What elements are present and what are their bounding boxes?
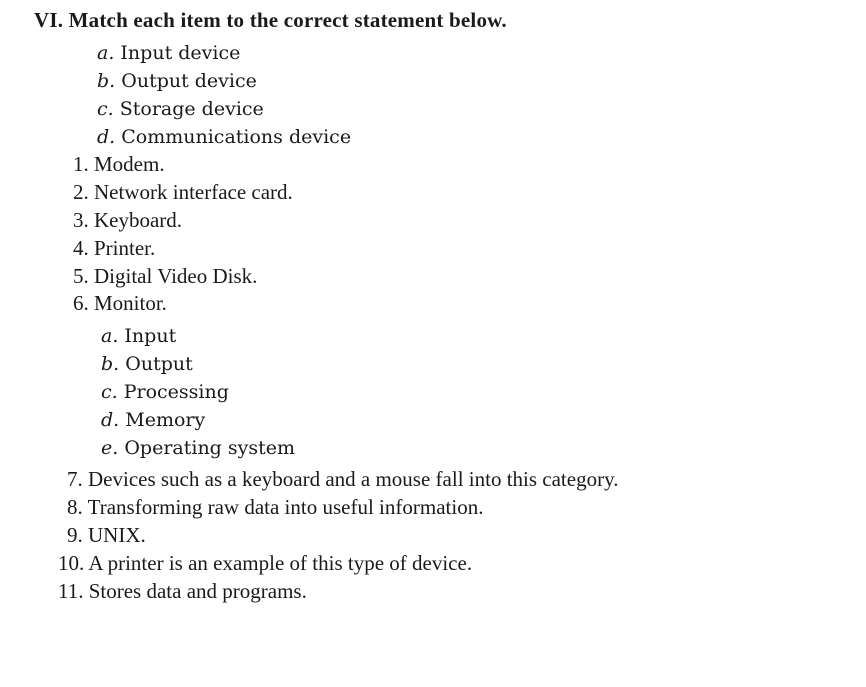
item-text: UNIX. <box>88 523 146 547</box>
item-number: 4. <box>73 236 89 260</box>
item-number: 10. <box>58 551 85 575</box>
item-number: 6. <box>73 291 89 315</box>
option-text: Input device <box>120 42 241 64</box>
item-5 <box>73 264 257 288</box>
item-text: Devices such as a keyboard and a mouse fall into this category. <box>88 467 619 491</box>
option-c-processing <box>101 380 229 404</box>
option-d-memory <box>101 408 205 432</box>
item-8 <box>67 495 483 519</box>
option-text: Storage device <box>119 98 264 120</box>
item-text: Printer. <box>94 236 156 260</box>
option-text: Input <box>124 325 177 347</box>
option-b-output-device <box>97 69 257 93</box>
item-number: 2. <box>73 180 89 204</box>
option-letter: d. <box>101 409 120 431</box>
item-text: Stores data and programs. <box>88 579 307 603</box>
option-letter: e. <box>101 437 119 459</box>
option-letter: c. <box>101 381 118 403</box>
option-d-communications-device <box>97 125 351 149</box>
option-c-storage-device <box>97 97 264 121</box>
option-e-operating-system <box>101 436 295 460</box>
option-letter: d. <box>97 126 116 148</box>
item-3 <box>73 208 182 232</box>
item-number: 1. <box>73 152 89 176</box>
option-letter: c. <box>97 98 114 120</box>
option-a-input-device <box>97 41 240 65</box>
option-text: Communications device <box>121 126 352 148</box>
item-10 <box>58 551 472 575</box>
item-text: Monitor. <box>94 291 167 315</box>
item-11 <box>58 579 307 603</box>
item-text: Modem. <box>94 152 165 176</box>
section-heading: VI. Match each item to the correct statement below. <box>34 8 507 32</box>
item-text: Network interface card. <box>94 180 293 204</box>
item-9 <box>67 523 146 547</box>
item-number: 9. <box>67 523 83 547</box>
item-4 <box>73 236 155 260</box>
option-letter: a. <box>101 325 119 347</box>
option-letter: a. <box>97 42 115 64</box>
item-2 <box>73 180 293 204</box>
option-text: Output <box>125 353 193 375</box>
item-text: A printer is an example of this type of device. <box>88 551 473 575</box>
option-text: Memory <box>125 409 206 431</box>
option-text: Operating system <box>124 437 296 459</box>
item-text: Keyboard. <box>94 208 183 232</box>
item-text: Digital Video Disk. <box>94 264 258 288</box>
item-1 <box>73 152 165 176</box>
option-b-output <box>101 352 193 376</box>
item-text: Transforming raw data into useful information. <box>87 495 484 519</box>
option-a-input <box>101 324 176 348</box>
item-7 <box>67 467 618 491</box>
item-number: 5. <box>73 264 89 288</box>
option-text: Output device <box>121 70 257 92</box>
item-number: 8. <box>67 495 83 519</box>
item-6 <box>73 291 167 315</box>
option-letter: b. <box>97 70 116 92</box>
item-number: 7. <box>67 467 83 491</box>
item-number: 11. <box>58 579 84 603</box>
option-letter: b. <box>101 353 120 375</box>
option-text: Processing <box>123 381 229 403</box>
item-number: 3. <box>73 208 89 232</box>
